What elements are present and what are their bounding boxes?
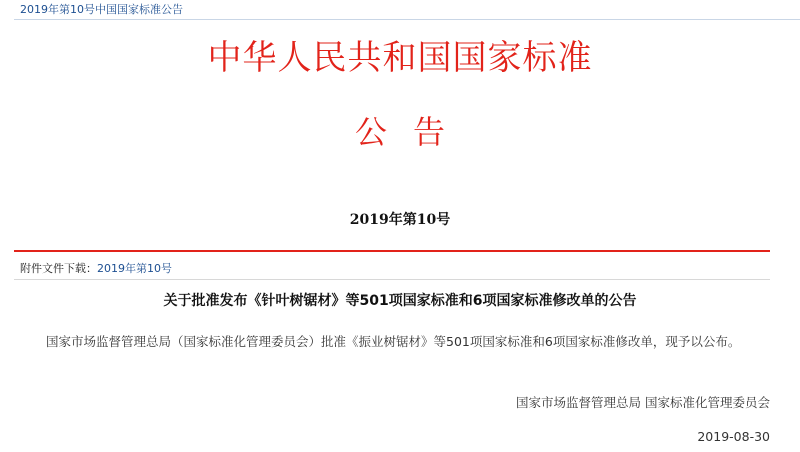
breadcrumb: 2019年第10号中国国家标准公告 (20, 3, 183, 16)
document-number: 2019年第10号 (349, 212, 451, 228)
red-divider (14, 250, 770, 252)
attachment-row (20, 262, 172, 276)
attachment-divider (14, 279, 770, 280)
notice-body: 国家市场监督管理总局（国家标准化管理委员会）批准《振业树锯材》等501项国家标准和6项国家标准修改单，现予以公布。 (46, 334, 741, 349)
notice-date: 2019-08-30 (697, 429, 770, 444)
attachment-label: 附件文件下载： (20, 262, 97, 275)
attachment-download-link[interactable]: 2019年第10号 (97, 262, 172, 275)
notice-title: 关于批准发布《针叶树锯材》等501项国家标准和6项国家标准修改单的公告 (163, 293, 637, 309)
announcement-heading: 公告 (354, 113, 471, 151)
header-divider (14, 19, 800, 20)
notice-signature: 国家市场监督管理总局 国家标准化管理委员会 (516, 395, 770, 410)
page-title: 中华人民共和国国家标准 (207, 38, 593, 78)
